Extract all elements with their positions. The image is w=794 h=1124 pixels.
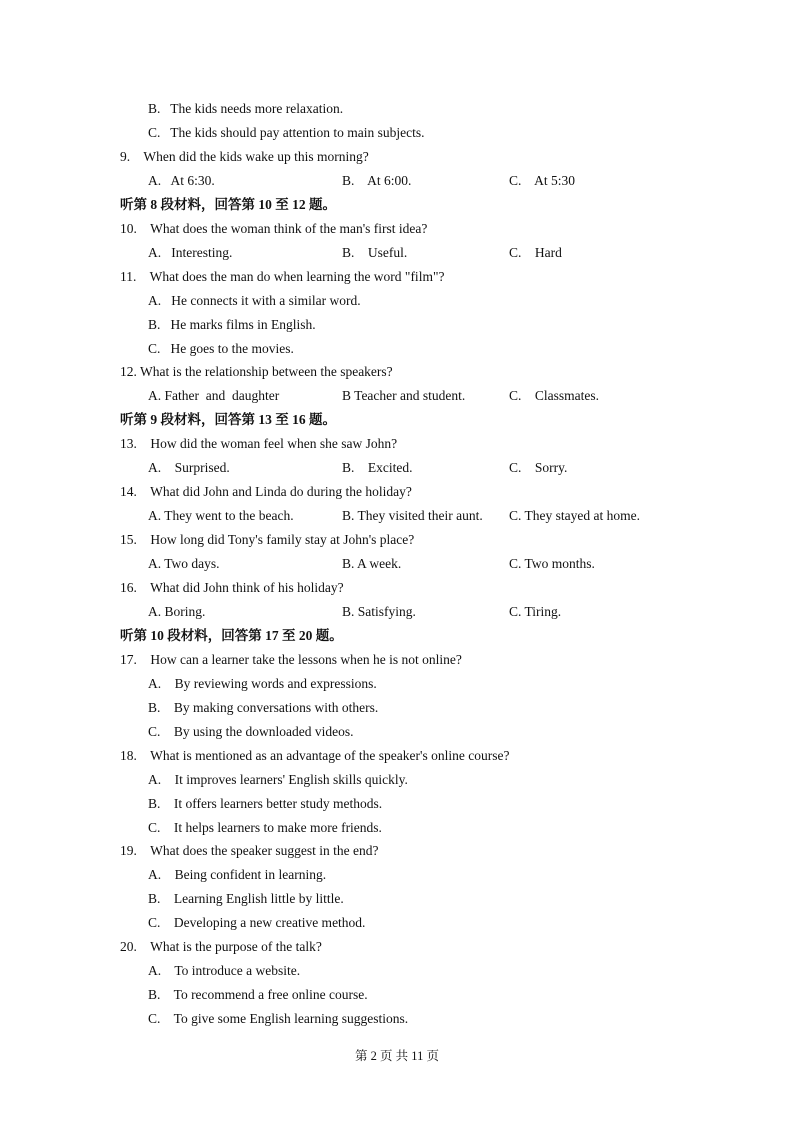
question-text: 11. What does the man do when learning the word "film"? bbox=[120, 269, 445, 284]
answer-option: C. It helps learners to make more friends. bbox=[148, 820, 382, 835]
section-heading: 听第 10 段材料，回答第 17 至 20 题。 bbox=[120, 628, 343, 643]
answer-option: B Teacher and student. bbox=[342, 388, 466, 403]
answer-option: A. Interesting. bbox=[148, 245, 233, 260]
question-text: 17. How can a learner take the lessons when he is not online? bbox=[120, 652, 462, 667]
answer-option: B. It offers learners better study methods. bbox=[148, 796, 383, 811]
answer-option: C. They stayed at home. bbox=[509, 508, 640, 523]
answer-option: A. By reviewing words and expressions. bbox=[148, 676, 377, 691]
answer-option: B. Learning English little by little. bbox=[148, 891, 344, 906]
answer-option: A. Two days. bbox=[148, 556, 220, 571]
answer-option: A. Surprised. bbox=[148, 460, 230, 475]
answer-option: B. A week. bbox=[342, 556, 402, 571]
answer-option: C. By using the downloaded videos. bbox=[148, 724, 354, 739]
answer-option: C. Two months. bbox=[509, 556, 595, 571]
answer-option: C. He goes to the movies. bbox=[148, 341, 294, 356]
answer-option: C. Developing a new creative method. bbox=[148, 915, 366, 930]
question-text: 13. How did the woman feel when she saw John? bbox=[120, 436, 398, 451]
answer-option: B. Excited. bbox=[342, 460, 413, 475]
answer-option: A. He connects it with a similar word. bbox=[148, 293, 361, 308]
answer-option: B. By making conversations with others. bbox=[148, 700, 379, 715]
answer-option: C. To give some English learning suggestions. bbox=[148, 1011, 409, 1026]
answer-option: A. Father and daughter bbox=[148, 388, 280, 403]
answer-option: B. He marks films in English. bbox=[148, 317, 316, 332]
answer-option: C. Hard bbox=[509, 245, 562, 260]
question-text: 10. What does the woman think of the man's first idea? bbox=[120, 221, 428, 236]
answer-option: A. They went to the beach. bbox=[148, 508, 294, 523]
answer-option: B. The kids needs more relaxation. bbox=[148, 101, 344, 116]
answer-option: A. To introduce a website. bbox=[148, 963, 301, 978]
question-text: 15. How long did Tony's family stay at John's place? bbox=[120, 532, 415, 547]
answer-option: C. Sorry. bbox=[509, 460, 568, 475]
question-text: 14. What did John and Linda do during the holiday? bbox=[120, 484, 412, 499]
page-footer: 第 2 页 共 11 页 bbox=[355, 1049, 439, 1063]
answer-option: A. It improves learners' English skills quickly. bbox=[148, 772, 408, 787]
answer-option: C. Tiring. bbox=[509, 604, 562, 619]
answer-option: B. At 6:00. bbox=[342, 173, 412, 188]
answer-option: B. Useful. bbox=[342, 245, 408, 260]
answer-option: C. Classmates. bbox=[509, 388, 599, 403]
question-text: 16. What did John think of his holiday? bbox=[120, 580, 344, 595]
section-heading: 听第 8 段材料，回答第 10 至 12 题。 bbox=[120, 197, 336, 212]
answer-option: B. They visited their aunt. bbox=[342, 508, 483, 523]
question-text: 9. When did the kids wake up this morning? bbox=[120, 149, 369, 164]
question-text: 19. What does the speaker suggest in the end? bbox=[120, 843, 379, 858]
answer-option: A. Being confident in learning. bbox=[148, 867, 327, 882]
answer-option: B. To recommend a free online course. bbox=[148, 987, 368, 1002]
answer-option: A. At 6:30. bbox=[148, 173, 215, 188]
answer-option: C. At 5:30 bbox=[509, 173, 576, 188]
section-heading: 听第 9 段材料，回答第 13 至 16 题。 bbox=[120, 412, 336, 427]
answer-option: A. Boring. bbox=[148, 604, 206, 619]
question-text: 20. What is the purpose of the talk? bbox=[120, 939, 322, 954]
question-text: 12. What is the relationship between the speakers? bbox=[120, 364, 393, 379]
question-text: 18. What is mentioned as an advantage of the speaker's online course? bbox=[120, 748, 510, 763]
answer-option: C. The kids should pay attention to main subjects. bbox=[148, 125, 425, 140]
answer-option: B. Satisfying. bbox=[342, 604, 416, 619]
